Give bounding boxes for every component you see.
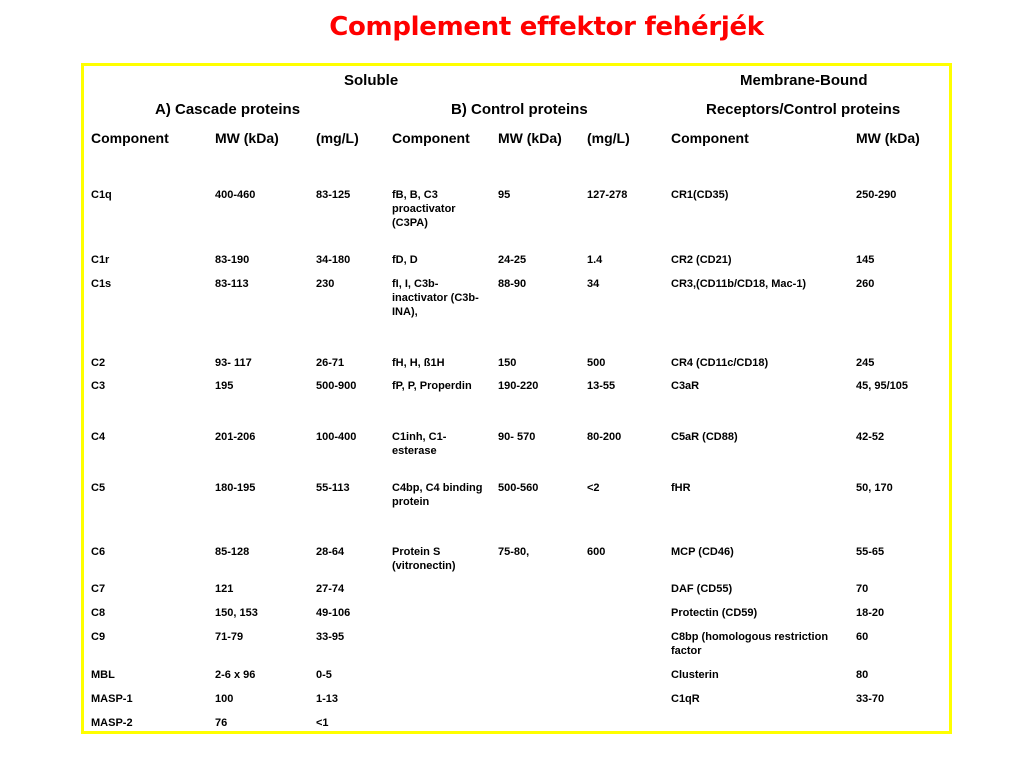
table-cell: C5aR (CD88)	[671, 431, 738, 443]
table-cell: 260	[856, 278, 875, 290]
table-cell: 2-6 x 96	[215, 669, 256, 681]
table-cell: C1q	[91, 189, 112, 201]
table-cell: 127-278	[587, 189, 628, 201]
column-header: Component	[91, 130, 169, 146]
table-cell: 121	[215, 583, 234, 595]
table-cell: 150	[498, 357, 517, 369]
table-cell: <1	[316, 717, 329, 729]
table-cell: <2	[587, 482, 600, 494]
table-cell: C1inh, C1-esterase	[392, 431, 447, 457]
table-cell: C3aR	[671, 380, 700, 392]
header-cascade-proteins: A) Cascade proteins	[155, 101, 301, 118]
column-header: (mg/L)	[316, 130, 359, 146]
table-cell: 500-900	[316, 380, 357, 392]
table-cell: Clusterin	[671, 669, 719, 681]
table-cell: 55-65	[856, 546, 885, 558]
table-cell: MASP-1	[91, 693, 133, 705]
table-cell: 83-113	[215, 278, 249, 290]
table-cell: MBL	[91, 669, 115, 681]
table-cell: fB, B, C3 proactivator (C3PA)	[392, 189, 456, 229]
table-cell: 85-128	[215, 546, 250, 558]
table-cell: MASP-2	[91, 717, 133, 729]
table-cell: C8	[91, 607, 106, 619]
table-cell: 34-180	[316, 254, 351, 266]
table-cell: 88-90	[498, 278, 527, 290]
table-cell: 71-79	[215, 631, 244, 643]
table-cell: C1s	[91, 278, 112, 290]
table-cell: 245	[856, 357, 875, 369]
header-control-proteins: B) Control proteins	[451, 101, 588, 118]
table-cell: Protectin (CD59)	[671, 607, 758, 619]
column-header: MW (kDa)	[215, 130, 279, 146]
column-header: Component	[392, 130, 470, 146]
table-cell: 33-70	[856, 693, 885, 705]
table-cell: fHR	[671, 482, 691, 494]
table-cell: CR2 (CD21)	[671, 254, 732, 266]
header-soluble: Soluble	[344, 72, 399, 89]
table-cell: 34	[587, 278, 600, 290]
table-cell: fP, P, Properdin	[392, 380, 472, 392]
column-header: MW (kDa)	[498, 130, 562, 146]
header-receptors: Receptors/Control proteins	[706, 101, 901, 118]
column-header: MW (kDa)	[856, 130, 920, 146]
table-cell: 190-220	[498, 380, 539, 392]
table-cell: 93- 117	[215, 357, 252, 369]
table-cell: 55-113	[316, 482, 350, 494]
table-cell: C3	[91, 380, 106, 392]
table-cell: CR4 (CD11c/CD18)	[671, 357, 769, 369]
table-cell: 400-460	[215, 189, 256, 201]
table-cell: fH, H, ß1H	[392, 357, 445, 369]
table-cell: C1r	[91, 254, 110, 266]
table-cell: 83-125	[316, 189, 351, 201]
table-cell: 95	[498, 189, 511, 201]
column-header: Component	[671, 130, 749, 146]
table-cell: 13-55	[587, 380, 616, 392]
table-cell: 80	[856, 669, 869, 681]
table-cell: C9	[91, 631, 106, 643]
table-cell: fI, I, C3b-inactivator (C3b-INA),	[392, 278, 479, 318]
table-cell: fD, D	[392, 254, 418, 266]
table-cell: 500	[587, 357, 606, 369]
table-cell: C4bp, C4 binding protein	[392, 482, 483, 508]
table-cell: C2	[91, 357, 106, 369]
table-cell: 180-195	[215, 482, 256, 494]
table-cell: 230	[316, 278, 335, 290]
table-cell: 27-74	[316, 583, 345, 595]
table-cell: 33-95	[316, 631, 345, 643]
page-title: Complement effektor fehérjék	[329, 12, 764, 42]
table-cell: 76	[215, 717, 228, 729]
table-cell: 1-13	[316, 693, 339, 705]
table-cell: MCP (CD46)	[671, 546, 734, 558]
table-cell: 201-206	[215, 431, 256, 443]
table-cell: 145	[856, 254, 875, 266]
table-cell: 80-200	[587, 431, 622, 443]
table-cell: 26-71	[316, 357, 345, 369]
column-header: (mg/L)	[587, 130, 630, 146]
table-cell: CR3,(CD11b/CD18, Mac-1)	[671, 278, 807, 290]
table-cell: 90- 570	[498, 431, 536, 443]
table-cell: 83-190	[215, 254, 250, 266]
table-cell: 42-52	[856, 431, 885, 443]
table-cell: Protein S (vitronectin)	[392, 546, 456, 572]
table-cell: 100	[215, 693, 234, 705]
table-cell: 28-64	[316, 546, 345, 558]
table-cell: C4	[91, 431, 106, 443]
table-cell: 75-80,	[498, 546, 530, 558]
table-cell: 49-106	[316, 607, 351, 619]
table-cell: 60	[856, 631, 869, 643]
table-cell: DAF (CD55)	[671, 583, 733, 595]
table-cell: 0-5	[316, 669, 332, 681]
table-cell: 195	[215, 380, 234, 392]
table-cell: 50, 170	[856, 482, 893, 494]
table-cell: 100-400	[316, 431, 357, 443]
table-cell: C7	[91, 583, 106, 595]
header-membrane-bound: Membrane-Bound	[740, 72, 868, 89]
table-cell: 45, 95/105	[856, 380, 908, 392]
table-cell: C1qR	[671, 693, 700, 705]
table-cell: 150, 153	[215, 607, 258, 619]
table-cell: C8bp (homologous restriction factor	[671, 631, 829, 657]
table-cell: C6	[91, 546, 106, 558]
table-cell: CR1(CD35)	[671, 189, 729, 201]
table-cell: 500-560	[498, 482, 539, 494]
table-cell: 250-290	[856, 189, 897, 201]
table-cell: C5	[91, 482, 106, 494]
table-cell: 600	[587, 546, 606, 558]
table-cell: 1.4	[587, 254, 603, 266]
table-cell: 24-25	[498, 254, 527, 266]
table-cell: 70	[856, 583, 869, 595]
table-cell: 18-20	[856, 607, 885, 619]
